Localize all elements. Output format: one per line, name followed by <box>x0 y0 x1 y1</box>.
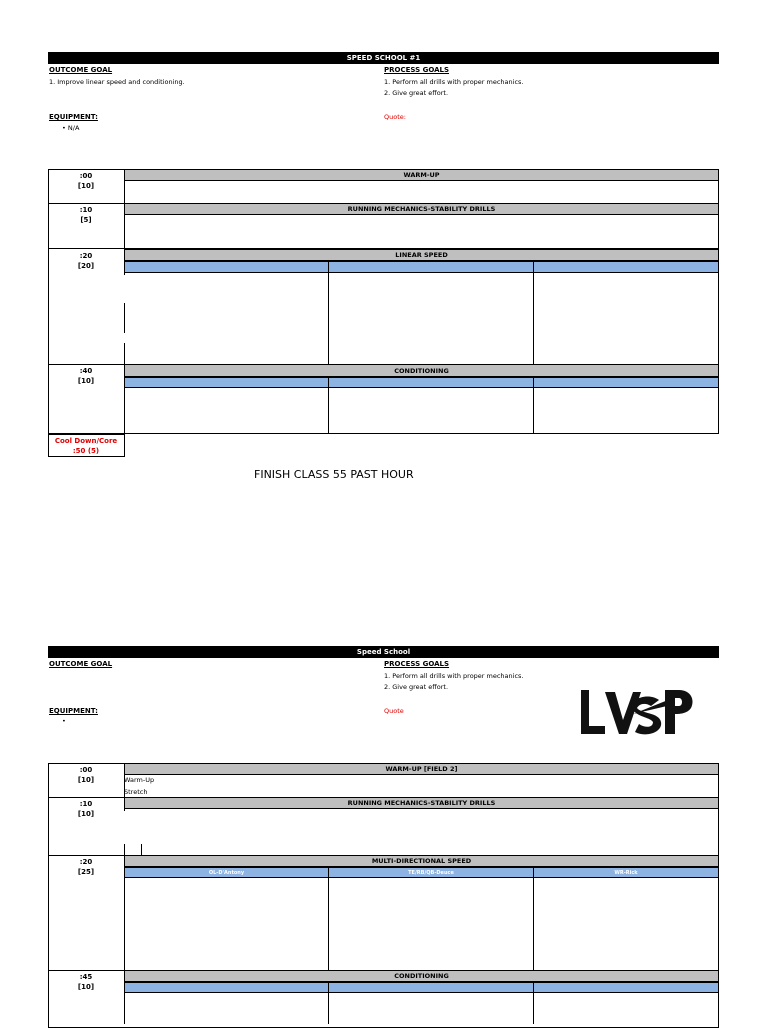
plan1-warmup-header: WARM-UP <box>124 169 719 181</box>
plan2-group-te-rb-qb: TE/RB/QB-Deuce <box>328 867 534 878</box>
plan1-quote: Quote: <box>384 113 406 121</box>
plan1-equipment-item: • N/A <box>62 124 80 132</box>
plan2-row3-duration: [25] <box>77 868 95 876</box>
plan1-linear-speed-header: LINEAR SPEED <box>124 249 719 261</box>
plan1-process-label: PROCESS GOALS <box>384 66 450 74</box>
finish-note: FINISH CLASS 55 PAST HOUR <box>254 468 414 481</box>
plan2-equipment-item: • <box>62 717 66 725</box>
plan1-cooldown-time: :50 (5) <box>72 447 100 455</box>
plan2-process-label: PROCESS GOALS <box>384 660 450 668</box>
plan2-title-bar: Speed School <box>48 646 719 658</box>
plan1-cooldown-label: Cool Down/Core <box>54 437 118 445</box>
plan1-row2-duration: [5] <box>80 216 92 224</box>
plan1-outcome-label: OUTCOME GOAL <box>49 66 113 74</box>
plan2-multi-speed-header: MULTI-DIRECTIONAL SPEED <box>124 855 719 867</box>
plan1-cond-group-1 <box>124 377 329 388</box>
plan2-equipment-label: EQUIPMENT: <box>49 707 98 715</box>
lvsp-logo <box>575 670 715 750</box>
plan2-row2-duration: [10] <box>77 810 95 818</box>
plan2-warmup-header: WARM-UP [FIELD 2] <box>124 763 719 775</box>
plan2-cond-group-1 <box>124 982 329 993</box>
plan2-row3-time: :20 <box>79 858 93 866</box>
plan2-group-ol: OL-D'Antony <box>124 867 329 878</box>
plan2-row4-time: :45 <box>79 973 93 981</box>
plan1-linear-group-2 <box>328 261 534 273</box>
plan2-row2-time: :10 <box>79 800 93 808</box>
plan1-equipment-label: EQUIPMENT: <box>49 113 98 121</box>
plan2-process-item-1: 1. Perform all drills with proper mechanics. <box>384 672 524 680</box>
plan2-process-item-2: 2. Give great effort. <box>384 683 449 691</box>
plan2-warmup-note-1: Warm-Up <box>124 776 155 784</box>
plan1-conditioning-header: CONDITIONING <box>124 364 719 377</box>
plan2-outcome-label: OUTCOME GOAL <box>49 660 113 668</box>
plan1-row4-time: :40 <box>79 367 93 375</box>
plan1-row1-time: :00 <box>79 172 93 180</box>
plan2-cond-group-3 <box>533 982 719 993</box>
plan2-row4-duration: [10] <box>77 983 95 991</box>
plan2-row1-time: :00 <box>79 766 93 774</box>
plan1-row3-time: :20 <box>79 252 93 260</box>
plan2-cond-group-2 <box>328 982 534 993</box>
plan1-row1-duration: [10] <box>77 182 95 190</box>
plan2-conditioning-header: CONDITIONING <box>124 970 719 982</box>
plan2-mechanics-header: RUNNING MECHANICS-STABILITY DRILLS <box>124 797 719 809</box>
plan2-warmup-note-2: Stretch <box>124 788 148 796</box>
plan1-process-item-1: 1. Perform all drills with proper mechanics. <box>384 78 524 86</box>
plan1-linear-group-1 <box>124 261 329 273</box>
plan1-process-item-2: 2. Give great effort. <box>384 89 449 97</box>
plan1-cond-group-2 <box>328 377 534 388</box>
plan1-outcome-item: 1. Improve linear speed and conditioning. <box>49 78 185 86</box>
plan2-group-wr: WR-Rick <box>533 867 719 878</box>
plan1-row2-time: :10 <box>79 206 93 214</box>
plan1-mechanics-header: RUNNING MECHANICS-STABILITY DRILLS <box>124 203 719 215</box>
plan1-title-bar: SPEED SCHOOL #1 <box>48 52 719 64</box>
plan1-linear-group-3 <box>533 261 719 273</box>
plan1-cond-group-3 <box>533 377 719 388</box>
plan1-row4-duration: [10] <box>77 377 95 385</box>
plan2-quote: Quote <box>384 707 404 715</box>
plan1-row3-duration: [20] <box>77 262 95 270</box>
plan2-row1-duration: [10] <box>77 776 95 784</box>
